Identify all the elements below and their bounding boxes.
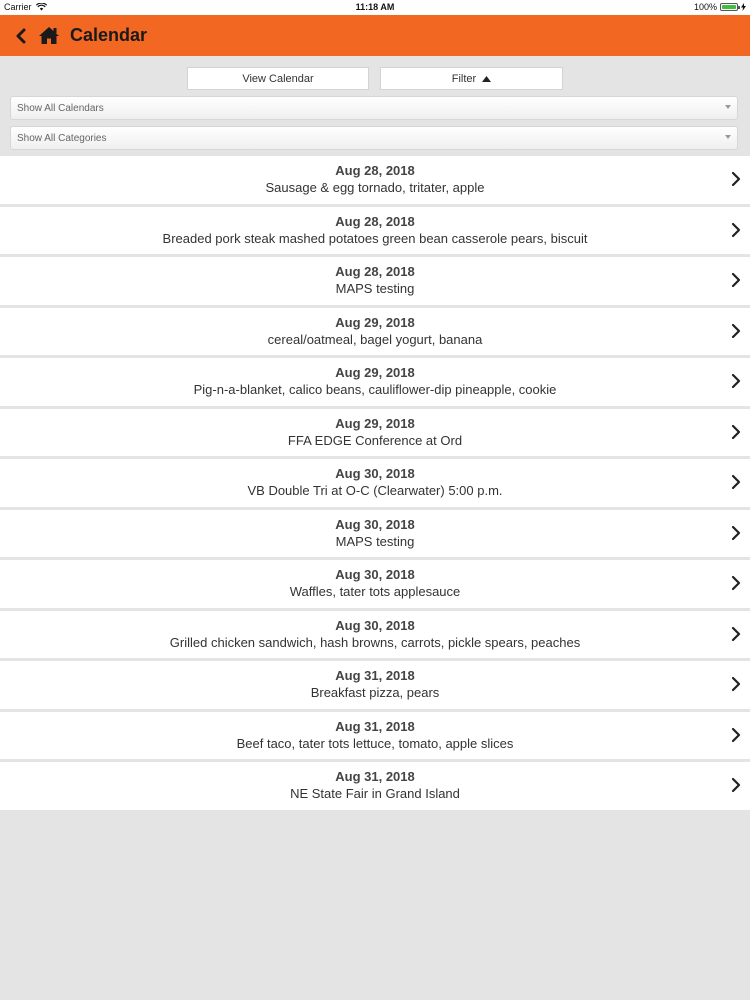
page-title: Calendar bbox=[70, 25, 148, 45]
event-date: Aug 28, 2018 bbox=[335, 264, 415, 279]
event-date: Aug 28, 2018 bbox=[335, 213, 415, 229]
chevron-right-icon bbox=[730, 474, 742, 490]
event-title: cereal/oatmeal, bagel yogurt, banana bbox=[267, 331, 483, 347]
chevron-right-icon bbox=[730, 525, 742, 541]
event-row[interactable] bbox=[0, 308, 750, 359]
status-bar bbox=[0, 0, 750, 15]
chevron-right-icon bbox=[730, 272, 742, 288]
chevron-right-icon bbox=[730, 323, 742, 339]
event-row[interactable] bbox=[0, 611, 750, 662]
calendars-select-value: Show All Calendars bbox=[17, 102, 104, 114]
event-row[interactable] bbox=[0, 560, 750, 611]
event-row[interactable] bbox=[0, 409, 750, 460]
dropdown-caret-icon bbox=[725, 135, 731, 139]
event-row[interactable] bbox=[0, 712, 750, 763]
chevron-right-icon bbox=[730, 777, 742, 793]
chevron-left-icon bbox=[15, 28, 27, 44]
event-title: Breaded pork steak mashed potatoes green bean casserole pears, biscuit bbox=[162, 230, 588, 246]
event-title: MAPS testing bbox=[335, 281, 415, 296]
event-date: Aug 30, 2018 bbox=[335, 617, 415, 633]
event-date: Aug 29, 2018 bbox=[335, 365, 415, 380]
chevron-right-icon bbox=[730, 626, 742, 642]
chevron-right-icon bbox=[730, 222, 742, 238]
view-calendar-label: View Calendar bbox=[242, 72, 314, 85]
event-title: Breakfast pizza, pears bbox=[310, 685, 440, 700]
home-button[interactable] bbox=[34, 15, 64, 56]
categories-select-value: Show All Categories bbox=[17, 132, 107, 144]
event-title: FFA EDGE Conference at Ord bbox=[287, 432, 463, 448]
event-date: Aug 31, 2018 bbox=[335, 718, 415, 734]
event-row[interactable] bbox=[0, 661, 750, 712]
event-row[interactable] bbox=[0, 358, 750, 409]
charging-icon bbox=[741, 3, 746, 11]
event-row[interactable] bbox=[0, 207, 750, 258]
chevron-right-icon bbox=[730, 373, 742, 389]
chevron-right-icon bbox=[730, 171, 742, 187]
event-title: Grilled chicken sandwich, hash browns, carrots, pickle spears, peaches bbox=[169, 634, 581, 650]
event-date: Aug 29, 2018 bbox=[335, 314, 415, 330]
event-date: Aug 29, 2018 bbox=[335, 415, 415, 431]
battery-fill bbox=[722, 5, 736, 9]
dropdown-caret-icon bbox=[725, 105, 731, 109]
event-date: Aug 30, 2018 bbox=[335, 466, 415, 481]
view-calendar-button[interactable] bbox=[187, 67, 369, 90]
event-row[interactable] bbox=[0, 762, 750, 813]
carrier-label: Carrier bbox=[4, 2, 32, 12]
event-title: Pig-n-a-blanket, calico beans, cauliflower-dip pineapple, cookie bbox=[193, 382, 557, 397]
event-row[interactable] bbox=[0, 459, 750, 510]
back-button[interactable] bbox=[8, 15, 34, 56]
event-date: Aug 30, 2018 bbox=[335, 516, 415, 532]
events-list bbox=[0, 156, 750, 813]
caret-up-icon bbox=[482, 76, 491, 82]
home-icon bbox=[38, 26, 60, 45]
event-row[interactable] bbox=[0, 156, 750, 207]
filter-label: Filter bbox=[451, 72, 477, 85]
event-title: MAPS testing bbox=[335, 533, 415, 549]
status-time: 11:18 AM bbox=[355, 2, 395, 12]
chevron-right-icon bbox=[730, 676, 742, 692]
event-date: Aug 30, 2018 bbox=[335, 567, 415, 582]
categories-select[interactable] bbox=[10, 126, 738, 150]
event-date: Aug 31, 2018 bbox=[335, 769, 415, 784]
event-date: Aug 28, 2018 bbox=[335, 163, 415, 178]
event-title: VB Double Tri at O-C (Clearwater) 5:00 p.m. bbox=[247, 483, 503, 498]
chevron-right-icon bbox=[730, 424, 742, 440]
event-title: NE State Fair in Grand Island bbox=[290, 786, 460, 801]
calendars-select[interactable] bbox=[10, 96, 738, 120]
event-date: Aug 31, 2018 bbox=[335, 668, 415, 683]
event-title: Beef taco, tater tots lettuce, tomato, apple slices bbox=[236, 735, 514, 751]
event-title: Waffles, tater tots applesauce bbox=[289, 584, 461, 599]
event-row[interactable] bbox=[0, 510, 750, 561]
filter-button[interactable] bbox=[380, 67, 563, 90]
app-header bbox=[0, 15, 750, 56]
chevron-right-icon bbox=[730, 727, 742, 743]
chevron-right-icon bbox=[730, 575, 742, 591]
status-right bbox=[694, 2, 746, 12]
event-row[interactable] bbox=[0, 257, 750, 308]
filter-toolbar bbox=[0, 56, 750, 156]
battery-percent: 100% bbox=[693, 2, 717, 12]
battery-icon bbox=[720, 3, 738, 11]
event-title: Sausage & egg tornado, tritater, apple bbox=[265, 180, 485, 195]
